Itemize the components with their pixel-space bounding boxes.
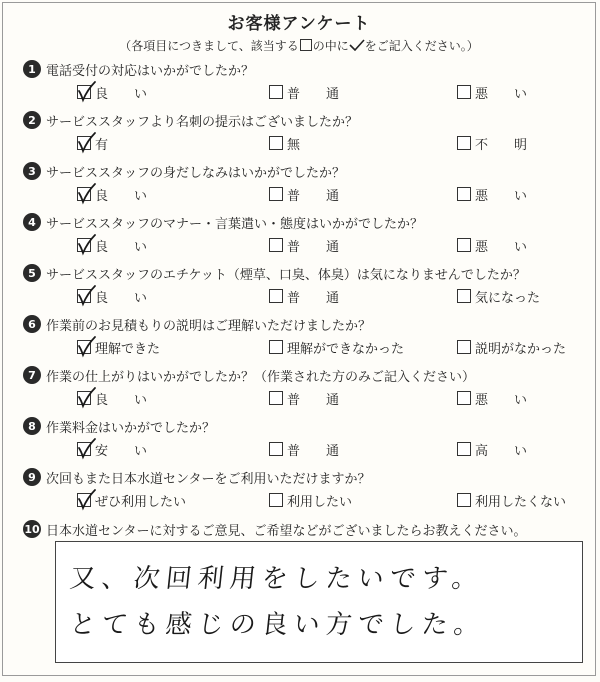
option-label: ぜひ利用したい <box>95 494 187 510</box>
question-text: 作業の仕上がりはいかがでしたか？（作業された方のみご記入ください） <box>46 369 476 385</box>
option-label: 説明がなかった <box>475 341 567 357</box>
question-text: サービススタッフの身だしなみはいかがでしたか？ <box>46 165 346 181</box>
option-label: 不 明 <box>475 137 528 153</box>
option-8-2[interactable] <box>269 440 339 458</box>
check-mark-icon <box>76 132 96 152</box>
check-mark-icon <box>76 489 96 509</box>
empty-box-icon <box>300 39 312 51</box>
checkbox[interactable] <box>457 85 471 99</box>
option-4-1[interactable] <box>77 236 147 254</box>
comment-line-1: 又、次回利用をしたいです。 <box>68 564 486 594</box>
checkbox[interactable] <box>457 442 471 456</box>
checkbox[interactable] <box>269 340 283 354</box>
option-label: 普 通 <box>287 443 340 459</box>
question-number: 1 <box>23 60 41 78</box>
checkbox[interactable] <box>269 442 283 456</box>
checkbox[interactable] <box>269 85 283 99</box>
option-label: 良 い <box>95 290 148 306</box>
question-7 <box>23 365 585 415</box>
checkbox[interactable] <box>269 136 283 150</box>
option-2-3[interactable] <box>457 134 527 152</box>
instruction-post: をご記入ください。） <box>364 39 479 53</box>
option-label: 悪 い <box>475 392 528 408</box>
question-1 <box>23 59 585 109</box>
checkbox[interactable] <box>77 238 91 252</box>
question-text: サービススタッフより名刺の提示はございましたか？ <box>46 114 359 130</box>
check-mark-icon <box>76 234 96 254</box>
option-6-3[interactable] <box>457 338 566 356</box>
option-8-1[interactable] <box>77 440 147 458</box>
option-4-2[interactable] <box>269 236 339 254</box>
option-5-3[interactable] <box>457 287 540 305</box>
checkbox[interactable] <box>77 442 91 456</box>
question-number: 4 <box>23 213 41 231</box>
checkbox[interactable] <box>457 391 471 405</box>
option-label: 悪 い <box>475 86 528 102</box>
option-label: 高 い <box>475 443 528 459</box>
question-4 <box>23 212 585 262</box>
checkbox[interactable] <box>269 493 283 507</box>
comment-line-2: とても感じの良い方でした。 <box>68 610 488 640</box>
option-5-1[interactable] <box>77 287 147 305</box>
question-6 <box>23 314 585 364</box>
checkbox[interactable] <box>269 289 283 303</box>
option-label: 普 通 <box>287 86 340 102</box>
option-3-3[interactable] <box>457 185 527 203</box>
survey-title: お客様アンケート <box>227 14 371 34</box>
option-label: 普 通 <box>287 290 340 306</box>
option-label: 普 通 <box>287 392 340 408</box>
check-mark-icon <box>76 183 96 203</box>
option-2-2[interactable] <box>269 134 300 152</box>
checkbox[interactable] <box>77 187 91 201</box>
check-mark-icon <box>76 438 96 458</box>
checkbox[interactable] <box>77 340 91 354</box>
question-number: 3 <box>23 162 41 180</box>
option-label: 悪 い <box>475 239 528 255</box>
option-label: 理解できた <box>95 341 161 357</box>
option-label: 普 通 <box>287 239 340 255</box>
checkbox[interactable] <box>457 187 471 201</box>
option-label: 安 い <box>95 443 148 459</box>
question-4-line <box>23 212 423 232</box>
checkbox[interactable] <box>269 238 283 252</box>
question-text: サービススタッフのマナー・言葉遣い・態度はいかがでしたか？ <box>46 216 424 232</box>
check-mark-icon <box>349 39 365 51</box>
checkbox[interactable] <box>77 136 91 150</box>
question-8-line <box>23 416 215 436</box>
question-5 <box>23 263 585 313</box>
option-5-2[interactable] <box>269 287 339 305</box>
question-text: サービススタッフのエチケット（煙草、口臭、体臭）は気になりませんでしたか？ <box>46 267 526 283</box>
option-7-3[interactable] <box>457 389 527 407</box>
instruction <box>3 37 595 54</box>
survey-sheet <box>2 2 596 676</box>
checkbox[interactable] <box>77 391 91 405</box>
option-label: 無 <box>287 137 301 153</box>
checkbox[interactable] <box>269 187 283 201</box>
question-number: 5 <box>23 264 41 282</box>
option-9-1[interactable] <box>77 491 186 509</box>
checkbox[interactable] <box>269 391 283 405</box>
checkbox[interactable] <box>457 340 471 354</box>
option-label: 利用したくない <box>475 494 567 510</box>
question-text: 日本水道センターに対するご意見、ご希望などがございましたらお教えください。 <box>46 523 527 539</box>
check-mark-icon <box>76 336 96 356</box>
option-2-1[interactable] <box>77 134 108 152</box>
question-number: 9 <box>23 468 41 486</box>
checkbox[interactable] <box>77 493 91 507</box>
checkbox[interactable] <box>77 289 91 303</box>
question-2 <box>23 110 585 160</box>
question-2-line <box>23 110 358 130</box>
option-9-2[interactable] <box>269 491 352 509</box>
comment-box[interactable] <box>55 541 583 663</box>
option-label: 良 い <box>95 188 148 204</box>
option-label: 良 い <box>95 392 148 408</box>
option-6-2[interactable] <box>269 338 404 356</box>
question-text: 次回もまた日本水道センターをご利用いただけますか？ <box>46 471 371 487</box>
question-6-line <box>23 314 371 334</box>
check-mark-icon <box>76 387 96 407</box>
option-3-2[interactable] <box>269 185 339 203</box>
instruction-pre: （各項目につきまして、該当する <box>119 39 299 53</box>
question-1-line <box>23 59 254 79</box>
option-label: 利用したい <box>287 494 353 510</box>
question-number: 10 <box>23 520 41 538</box>
question-text: 作業料金はいかがでしたか？ <box>46 420 216 436</box>
question-9 <box>23 467 585 517</box>
question-9-line <box>23 467 370 487</box>
checkbox[interactable] <box>77 85 91 99</box>
check-mark-icon <box>76 285 96 305</box>
check-mark-icon <box>76 81 96 101</box>
question-number: 6 <box>23 315 41 333</box>
option-6-1[interactable] <box>77 338 160 356</box>
question-8 <box>23 416 585 466</box>
option-3-1[interactable] <box>77 185 147 203</box>
question-number: 8 <box>23 417 41 435</box>
question-text: 電話受付の対応はいかがでしたか？ <box>46 63 255 79</box>
option-8-3[interactable] <box>457 440 527 458</box>
checkbox[interactable] <box>457 493 471 507</box>
checkbox[interactable] <box>457 238 471 252</box>
question-5-line <box>23 263 526 283</box>
option-label: 理解ができなかった <box>287 341 405 357</box>
question-number: 2 <box>23 111 41 129</box>
option-label: 良 い <box>95 239 148 255</box>
option-7-1[interactable] <box>77 389 147 407</box>
checkbox[interactable] <box>457 136 471 150</box>
option-1-2[interactable] <box>269 83 339 101</box>
option-7-2[interactable] <box>269 389 339 407</box>
option-4-3[interactable] <box>457 236 527 254</box>
question-3 <box>23 161 585 211</box>
question-number: 7 <box>23 366 41 384</box>
question-7-line <box>23 365 475 385</box>
option-label: 気になった <box>475 290 541 306</box>
question-3-line <box>23 161 345 181</box>
option-1-1[interactable] <box>77 83 147 101</box>
checkbox[interactable] <box>457 289 471 303</box>
option-label: 悪 い <box>475 188 528 204</box>
instruction-mid: の中に <box>312 39 349 53</box>
option-1-3[interactable] <box>457 83 527 101</box>
option-label: 良 い <box>95 86 148 102</box>
question-10-line <box>23 519 526 539</box>
question-text: 作業前のお見積もりの説明はご理解いただけましたか？ <box>46 318 372 334</box>
option-label: 普 通 <box>287 188 340 204</box>
option-9-3[interactable] <box>457 491 566 509</box>
option-label: 有 <box>95 137 109 153</box>
